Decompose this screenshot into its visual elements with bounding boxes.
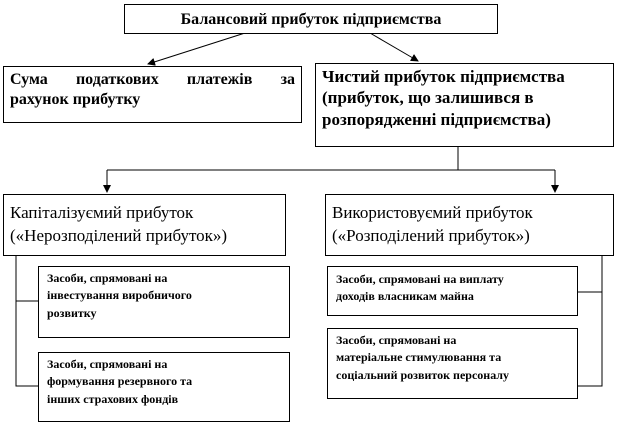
tax-payments-line-1: Сума податкових платежів за	[10, 71, 295, 88]
net-profit-line-2: (прибуток, що залишився в	[322, 88, 534, 108]
personnel-funds-line-3: соціальний розвиток персоналу	[336, 367, 510, 382]
dividend-payments-line-2: доходів власникам майна	[336, 289, 474, 304]
capitalized-bracket	[16, 301, 38, 386]
personnel-funds-line-1: Засоби, спрямовані на	[336, 333, 457, 347]
balance-profit-box	[124, 4, 498, 34]
reserve-funds-line-2: формування резервного та	[47, 374, 193, 389]
used-profit-line-2: («Розподілений прибуток»)	[332, 225, 530, 245]
capitalized-profit-line-1: Капіталізуємий прибуток	[10, 203, 194, 222]
reserve-funds-line-3: інших страхових фондів	[47, 391, 179, 406]
used-profit-box	[325, 194, 614, 256]
arrow-to-net	[370, 33, 418, 61]
capitalized-profit-box	[3, 194, 286, 256]
dividend-payments-line-1: Засоби, спрямовані на виплату	[336, 272, 504, 286]
used-profit-line-1: Використовуємий прибуток	[332, 203, 533, 222]
investment-funds-line-1: Засоби, спрямовані на	[47, 271, 168, 285]
investment-funds-box	[38, 266, 290, 338]
personnel-funds-box	[327, 328, 578, 399]
dividend-payments-box	[327, 266, 578, 316]
tax-payments-line-2: рахунок прибутку	[10, 91, 141, 108]
net-profit-line-3: розпорядженні підприємства)	[322, 109, 551, 129]
reserve-funds-line-1: Засоби, спрямовані на	[47, 357, 168, 371]
tax-payments-box	[3, 66, 302, 123]
balance-profit-title: Балансовий прибуток підприємства	[180, 11, 442, 28]
personnel-funds-line-2: матеріальне стимулювання та	[336, 350, 502, 365]
net-profit-line-1: Чистий прибуток підприємства	[322, 67, 565, 86]
investment-funds-line-2: інвестування виробничого	[47, 288, 192, 303]
arrow-to-tax	[148, 33, 245, 64]
net-profit-box	[315, 63, 614, 147]
capitalized-profit-line-2: («Нерозподілений прибуток»)	[10, 225, 228, 245]
reserve-funds-box	[38, 352, 290, 422]
used-bracket	[578, 292, 602, 386]
investment-funds-line-3: розвитку	[47, 305, 97, 320]
